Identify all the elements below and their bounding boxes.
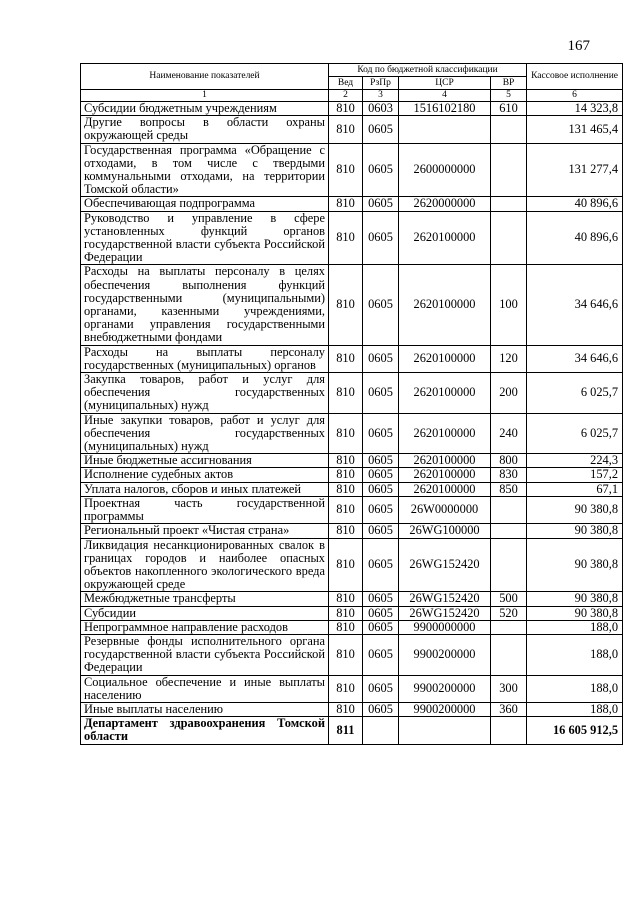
cell-amount: 90 380,8 — [527, 496, 623, 523]
cell-amount: 40 896,6 — [527, 211, 623, 265]
header-ved: Вед — [329, 77, 363, 90]
cell-csr: 2620100000 — [399, 211, 491, 265]
cell-name: Обеспечивающая подпрограмма — [81, 197, 329, 211]
cell-csr — [399, 116, 491, 143]
cell-name: Государственная программа «Обращение с отходами, в том числе с твердыми коммунальными отходами, на территории Томской области» — [81, 143, 329, 197]
cell-amount: 157,2 — [527, 468, 623, 482]
cell-rzpr: 0605 — [363, 373, 399, 414]
table-row — [81, 620, 623, 634]
table-row — [81, 606, 623, 620]
table-row — [81, 454, 623, 468]
cell-vr: 500 — [491, 592, 527, 606]
cell-ved: 810 — [329, 454, 363, 468]
cell-ved: 810 — [329, 265, 363, 345]
table-row — [81, 143, 623, 197]
cell-vr: 240 — [491, 413, 527, 454]
cell-csr: 26WG152420 — [399, 606, 491, 620]
cell-rzpr — [363, 717, 399, 744]
col-number: 1 — [81, 90, 329, 102]
cell-rzpr: 0603 — [363, 102, 399, 116]
cell-name: Руководство и управление в сфере установленных функций органов государственной власти субъекта Российской Федерации — [81, 211, 329, 265]
table-row — [81, 468, 623, 482]
cell-ved: 810 — [329, 468, 363, 482]
cell-csr: 2600000000 — [399, 143, 491, 197]
cell-name: Непрограммное направление расходов — [81, 620, 329, 634]
table-row — [81, 702, 623, 716]
cell-vr: 830 — [491, 468, 527, 482]
cell-amount: 14 323,8 — [527, 102, 623, 116]
cell-name: Иные закупки товаров, работ и услуг для обеспечения государственных (муниципальных) нужд — [81, 413, 329, 454]
cell-csr: 1516102180 — [399, 102, 491, 116]
table-row — [81, 496, 623, 523]
cell-name: Иные бюджетные ассигнования — [81, 454, 329, 468]
cell-vr — [491, 634, 527, 675]
cell-csr: 9900200000 — [399, 675, 491, 702]
cell-amount: 224,3 — [527, 454, 623, 468]
cell-vr: 800 — [491, 454, 527, 468]
cell-amount: 67,1 — [527, 482, 623, 496]
cell-name: Резервные фонды исполнительного органа государственной власти субъекта Российской Федерации — [81, 634, 329, 675]
col-number: 6 — [527, 90, 623, 102]
table-row — [81, 197, 623, 211]
cell-amount: 90 380,8 — [527, 606, 623, 620]
cell-csr: 2620100000 — [399, 345, 491, 372]
cell-ved: 810 — [329, 606, 363, 620]
cell-ved: 810 — [329, 102, 363, 116]
cell-vr — [491, 116, 527, 143]
header-csr: ЦСР — [399, 77, 491, 90]
cell-ved: 810 — [329, 675, 363, 702]
cell-rzpr: 0605 — [363, 606, 399, 620]
cell-amount: 188,0 — [527, 620, 623, 634]
cell-ved: 810 — [329, 592, 363, 606]
cell-rzpr: 0605 — [363, 116, 399, 143]
cell-ved: 810 — [329, 373, 363, 414]
col-number: 3 — [363, 90, 399, 102]
cell-amount: 90 380,8 — [527, 538, 623, 592]
cell-csr: 9900200000 — [399, 634, 491, 675]
cell-ved: 811 — [329, 717, 363, 744]
cell-name: Субсидии бюджетным учреждениям — [81, 102, 329, 116]
cell-vr: 200 — [491, 373, 527, 414]
cell-name: Исполнение судебных актов — [81, 468, 329, 482]
cell-vr: 610 — [491, 102, 527, 116]
cell-amount: 188,0 — [527, 634, 623, 675]
cell-rzpr: 0605 — [363, 413, 399, 454]
cell-csr: 26WG152420 — [399, 538, 491, 592]
cell-ved: 810 — [329, 197, 363, 211]
cell-name: Другие вопросы в области охраны окружающей среды — [81, 116, 329, 143]
cell-vr — [491, 496, 527, 523]
cell-amount: 6 025,7 — [527, 413, 623, 454]
cell-amount: 188,0 — [527, 702, 623, 716]
cell-vr: 360 — [491, 702, 527, 716]
cell-rzpr: 0605 — [363, 143, 399, 197]
cell-vr — [491, 211, 527, 265]
cell-vr: 100 — [491, 265, 527, 345]
budget-table — [80, 63, 623, 745]
cell-csr: 26W0000000 — [399, 496, 491, 523]
cell-csr: 2620100000 — [399, 468, 491, 482]
cell-name: Региональный проект «Чистая страна» — [81, 524, 329, 538]
header-vr: ВР — [491, 77, 527, 90]
cell-vr — [491, 620, 527, 634]
cell-rzpr: 0605 — [363, 197, 399, 211]
cell-ved: 810 — [329, 211, 363, 265]
cell-amount: 40 896,6 — [527, 197, 623, 211]
cell-csr — [399, 717, 491, 744]
cell-ved: 810 — [329, 496, 363, 523]
cell-csr: 9900000000 — [399, 620, 491, 634]
cell-rzpr: 0605 — [363, 620, 399, 634]
table-row — [81, 116, 623, 143]
cell-rzpr: 0605 — [363, 345, 399, 372]
header-name: Наименование показателей — [81, 64, 329, 90]
cell-rzpr: 0605 — [363, 454, 399, 468]
cell-name: Межбюджетные трансферты — [81, 592, 329, 606]
col-number: 5 — [491, 90, 527, 102]
cell-vr — [491, 538, 527, 592]
cell-amount: 188,0 — [527, 675, 623, 702]
cell-rzpr: 0605 — [363, 496, 399, 523]
cell-rzpr: 0605 — [363, 211, 399, 265]
header-amount: Кассовое исполнение — [527, 64, 623, 90]
cell-csr: 2620000000 — [399, 197, 491, 211]
cell-name: Субсидии — [81, 606, 329, 620]
table-row — [81, 717, 623, 744]
cell-csr: 26WG152420 — [399, 592, 491, 606]
cell-vr: 120 — [491, 345, 527, 372]
cell-amount: 34 646,6 — [527, 265, 623, 345]
cell-name: Иные выплаты населению — [81, 702, 329, 716]
cell-ved: 810 — [329, 702, 363, 716]
table-row — [81, 211, 623, 265]
cell-rzpr: 0605 — [363, 524, 399, 538]
col-number: 4 — [399, 90, 491, 102]
page-number: 167 — [567, 38, 590, 54]
cell-ved: 810 — [329, 345, 363, 372]
table-row — [81, 634, 623, 675]
table-row — [81, 102, 623, 116]
cell-csr: 2620100000 — [399, 265, 491, 345]
table-row — [81, 592, 623, 606]
cell-csr: 2620100000 — [399, 454, 491, 468]
header-rzpr: РзПр — [363, 77, 399, 90]
table-body — [81, 102, 623, 745]
cell-name: Ликвидация несанкционированных свалок в границах городов и наиболее опасных объектов накопленного экологического вреда окружающей среде — [81, 538, 329, 592]
cell-name: Департамент здравоохранения Томской области — [81, 717, 329, 744]
cell-vr — [491, 143, 527, 197]
cell-vr — [491, 524, 527, 538]
cell-ved: 810 — [329, 116, 363, 143]
cell-rzpr: 0605 — [363, 702, 399, 716]
table-row — [81, 482, 623, 496]
cell-rzpr: 0605 — [363, 482, 399, 496]
cell-amount: 16 605 912,5 — [527, 717, 623, 744]
cell-vr: 520 — [491, 606, 527, 620]
cell-rzpr: 0605 — [363, 468, 399, 482]
cell-rzpr: 0605 — [363, 634, 399, 675]
cell-ved: 810 — [329, 538, 363, 592]
cell-vr: 300 — [491, 675, 527, 702]
cell-amount: 131 277,4 — [527, 143, 623, 197]
table-row — [81, 265, 623, 345]
cell-csr: 2620100000 — [399, 413, 491, 454]
cell-ved: 810 — [329, 143, 363, 197]
table-row — [81, 413, 623, 454]
table-row — [81, 524, 623, 538]
table-row — [81, 538, 623, 592]
table-row — [81, 345, 623, 372]
cell-rzpr: 0605 — [363, 675, 399, 702]
cell-name: Расходы на выплаты персоналу государственных (муниципальных) органов — [81, 345, 329, 372]
cell-rzpr: 0605 — [363, 265, 399, 345]
cell-name: Расходы на выплаты персоналу в целях обеспечения выполнения функций государственными (муниципальными) органами, казенными учреждениями, органами управления государственными внебюджетными фондами — [81, 265, 329, 345]
cell-name: Закупка товаров, работ и услуг для обеспечения государственных (муниципальных) нужд — [81, 373, 329, 414]
cell-rzpr: 0605 — [363, 592, 399, 606]
cell-name: Проектная часть государственной программы — [81, 496, 329, 523]
cell-vr: 850 — [491, 482, 527, 496]
cell-ved: 810 — [329, 482, 363, 496]
cell-name: Уплата налогов, сборов и иных платежей — [81, 482, 329, 496]
cell-csr: 9900200000 — [399, 702, 491, 716]
cell-ved: 810 — [329, 634, 363, 675]
table-row — [81, 675, 623, 702]
table-row — [81, 373, 623, 414]
cell-ved: 810 — [329, 413, 363, 454]
cell-amount: 34 646,6 — [527, 345, 623, 372]
cell-ved: 810 — [329, 524, 363, 538]
cell-ved: 810 — [329, 620, 363, 634]
cell-vr — [491, 717, 527, 744]
cell-amount: 90 380,8 — [527, 524, 623, 538]
cell-amount: 90 380,8 — [527, 592, 623, 606]
col-number: 2 — [329, 90, 363, 102]
cell-csr: 2620100000 — [399, 482, 491, 496]
header-code-group: Код по бюджетной классификации — [329, 64, 527, 77]
cell-vr — [491, 197, 527, 211]
cell-csr: 26WG100000 — [399, 524, 491, 538]
cell-name: Социальное обеспечение и иные выплаты населению — [81, 675, 329, 702]
cell-rzpr: 0605 — [363, 538, 399, 592]
cell-amount: 6 025,7 — [527, 373, 623, 414]
cell-amount: 131 465,4 — [527, 116, 623, 143]
cell-csr: 2620100000 — [399, 373, 491, 414]
